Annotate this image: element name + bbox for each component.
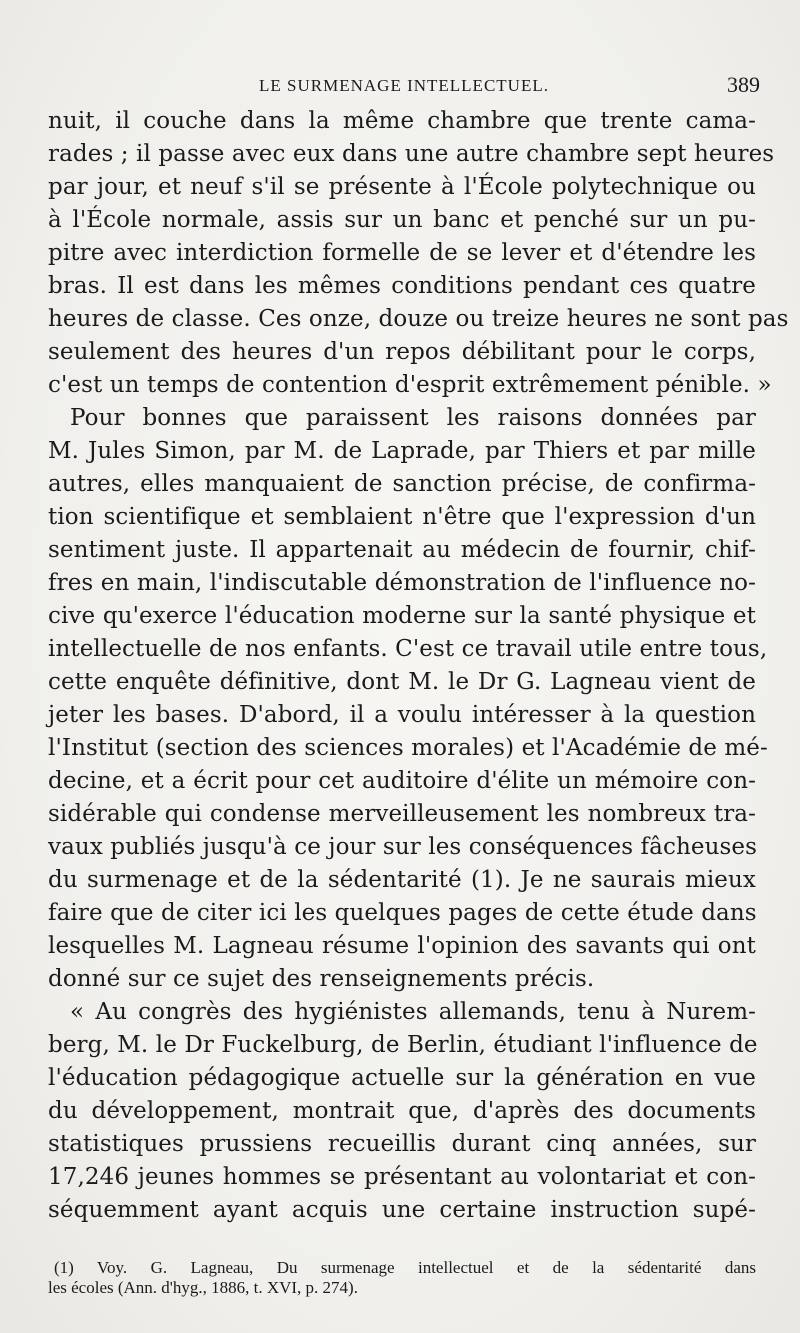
page-number: 389 bbox=[727, 72, 760, 97]
text-line: pitre avec interdiction formelle de se lever et d'étendre les bbox=[48, 240, 756, 266]
text-line: 17,246 jeunes hommes se présentant au volontariat et con- bbox=[48, 1164, 756, 1190]
text-line: autres, elles manquaient de sanction précise, de confirma- bbox=[48, 471, 756, 497]
footnote-line: (1) Voy. G. Lagneau, Du surmenage intellectuel et de la sédentarité dans bbox=[54, 1258, 756, 1277]
running-title: LE SURMENAGE INTELLECTUEL. bbox=[259, 76, 549, 95]
text-line: bras. Il est dans les mêmes conditions pendant ces quatre bbox=[48, 273, 756, 299]
text-line: Pour bonnes que paraissent les raisons données par bbox=[70, 405, 756, 431]
text-line: sentiment juste. Il appartenait au médecin de fournir, chif- bbox=[48, 537, 756, 563]
text-line: sidérable qui condense merveilleusement les nombreux tra- bbox=[48, 801, 756, 827]
footnote-line: les écoles (Ann. d'hyg., 1886, t. XVI, p. 274). bbox=[48, 1278, 358, 1297]
text-line: jeter les bases. D'abord, il a voulu intéresser à la question bbox=[48, 702, 756, 728]
text-line: heures de classe. Ces onze, douze ou treize heures ne sont pas bbox=[48, 306, 789, 332]
text-line: intellectuelle de nos enfants. C'est ce travail utile entre tous, bbox=[48, 636, 768, 662]
footnote bbox=[48, 1258, 756, 1298]
text-line: séquemment ayant acquis une certaine instruction supé- bbox=[48, 1197, 756, 1223]
text-line: par jour, et neuf s'il se présente à l'École polytechnique ou bbox=[48, 174, 756, 200]
text-line: lesquelles M. Lagneau résume l'opinion des savants qui ont bbox=[48, 933, 756, 959]
text-line: donné sur ce sujet des renseignements précis. bbox=[48, 966, 595, 992]
text-line: cive qu'exerce l'éducation moderne sur la santé physique et bbox=[48, 603, 756, 629]
text-line: seulement des heures d'un repos débilitant pour le corps, bbox=[48, 339, 756, 365]
text-line: faire que de citer ici les quelques pages de cette étude dans bbox=[48, 900, 757, 926]
text-line: l'Institut (section des sciences morales) et l'Académie de mé- bbox=[48, 735, 768, 761]
body-text bbox=[48, 105, 789, 1227]
text-line: cette enquête définitive, dont M. le Dr G. Lagneau vient de bbox=[48, 669, 756, 695]
text-line: decine, et a écrit pour cet auditoire d'élite un mémoire con- bbox=[48, 768, 756, 794]
text-line: « Au congrès des hygiénistes allemands, tenu à Nurem- bbox=[70, 999, 756, 1025]
text-line: tion scientifique et semblaient n'être que l'expression d'un bbox=[48, 504, 756, 530]
text-line: l'éducation pédagogique actuelle sur la génération en vue bbox=[48, 1065, 756, 1091]
text-line: à l'École normale, assis sur un banc et penché sur un pu- bbox=[48, 207, 756, 233]
text-line: statistiques prussiens recueillis durant cinq années, sur bbox=[48, 1131, 756, 1157]
text-line: du surmenage et de la sédentarité (1). Je ne saurais mieux bbox=[48, 867, 756, 893]
text-line: c'est un temps de contention d'esprit extrêmement pénible. » bbox=[48, 372, 772, 398]
text-line: berg, M. le Dr Fuckelburg, de Berlin, étudiant l'influence de bbox=[48, 1032, 758, 1058]
text-line: vaux publiés jusqu'à ce jour sur les conséquences fâcheuses bbox=[48, 834, 758, 860]
text-line: du développement, montrait que, d'après des documents bbox=[48, 1098, 756, 1124]
text-line: rades ; il passe avec eux dans une autre chambre sept heures bbox=[48, 141, 775, 167]
text-line: fres en main, l'indiscutable démonstration de l'influence no- bbox=[48, 570, 756, 596]
running-head bbox=[48, 72, 760, 102]
text-line: nuit, il couche dans la même chambre que trente cama- bbox=[48, 108, 756, 134]
text-line: M. Jules Simon, par M. de Laprade, par Thiers et par mille bbox=[48, 438, 756, 464]
